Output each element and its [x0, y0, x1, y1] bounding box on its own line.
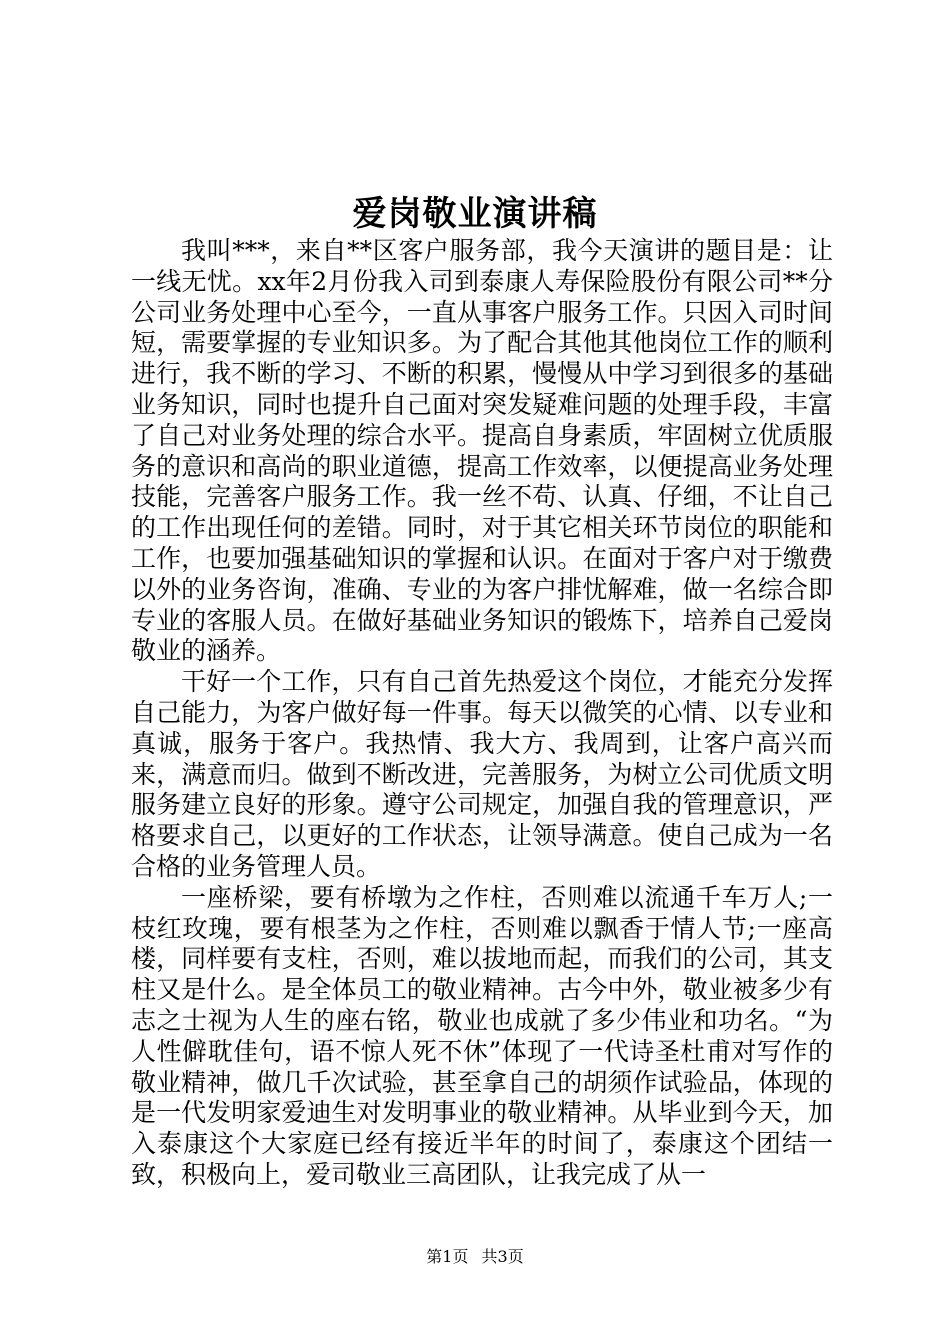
document-body [131, 236, 833, 1191]
page-total: 共3页 [481, 1247, 524, 1266]
page-number: 第1页 [426, 1247, 469, 1266]
paragraph-3: 一座桥梁，要有桥墩为之作柱，否则难以流通千车万人;一枝红玫瑰，要有根茎为之作柱，否则难以飘香于情人节;一座高楼，同样要有支柱，否则，难以拔地而起，而我们的公司，其支柱又是什么。是全体员工的敬业精神。古今中外，敬业被多少有志之士视为人生的座右铭，敬业也成就了多少伟业和功名。“为人性僻耽佳句，语不惊人死不休”体现了一代诗圣杜甫对写作的敬业精神，做几千次试验，甚至拿自己的胡须作试验品，体现的是一代发明家爱迪生对发明事业的敬业精神。从毕业到今天，加入泰康这个大家庭已经有接近半年的时间了，泰康这个团结一致，积极向上，爱司敬业三高团队，让我完成了从一 [131, 882, 833, 1189]
paragraph-1: 我叫***，来自**区客户服务部，我今天演讲的题目是：让一线无忧。xx年2月份我入司到泰康人寿保险股份有限公司**分公司业务处理中心至今，一直从事客户服务工作。只因入司时间短，需要掌握的专业知识多。为了配合其他其他岗位工作的顺利进行，我不断的学习、不断的积累，慢慢从中学习到很多的基础业务知识，同时也提升自己面对突发疑难问题的处理手段，丰富了自己对业务处理的综合水平。提高自身素质，牢固树立优质服务的意识和高尚的职业道德，提高工作效率，以便提高业务处理技能，完善客户服务工作。我一丝不苟、认真、仔细，不让自己的工作出现任何的差错。同时，对于其它相关环节岗位的职能和工作，也要加强基础知识的掌握和认识。在面对于客户对于缴费以外的业务咨询，准确、专业的为客户排忧解难，做一名综合即专业的客服人员。在做好基础业务知识的锻炼下，培养自己爱岗敬业的涵养。 [131, 236, 833, 666]
page-footer [0, 1244, 950, 1267]
document-title: 爱岗敬业演讲稿 [352, 194, 598, 234]
paragraph-2: 干好一个工作，只有自己首先热爱这个岗位，才能充分发挥自己能力，为客户做好每一件事。每天以微笑的心情、以专业和真诚，服务于客户。我热情、我大方、我周到，让客户高兴而来，满意而归。做到不断改进，完善服务，为树立公司优质文明服务建立良好的形象。遵守公司规定，加强自我的管理意识，严格要求自己，以更好的工作状态，让领导满意。使自己成为一名合格的业务管理人员。 [131, 667, 833, 881]
